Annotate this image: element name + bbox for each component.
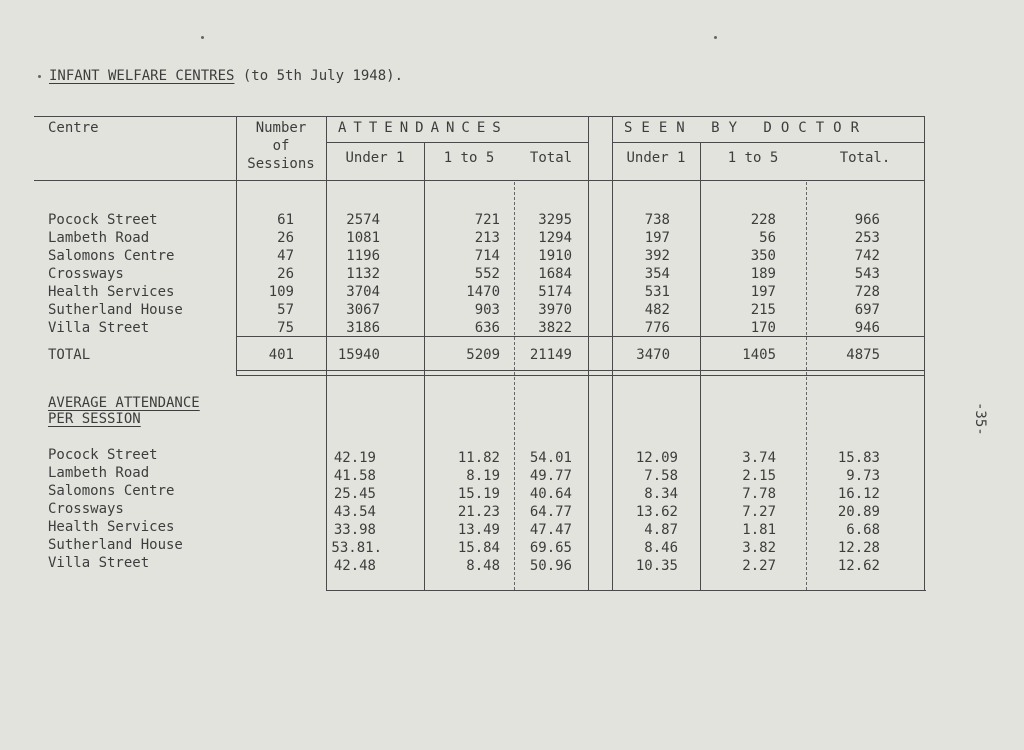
- avg-doctor-total: 12.28: [837, 540, 880, 556]
- total-under1: 15940: [337, 347, 380, 363]
- row-doctor-total: 697: [854, 302, 880, 318]
- row-centre: Lambeth Road: [48, 230, 150, 246]
- row-doctor-1to5: 350: [750, 248, 776, 264]
- row-doctor-under1: 738: [644, 212, 670, 228]
- header-doctor-total: Total.: [839, 150, 891, 166]
- row-sessions: 26: [277, 266, 294, 282]
- row-doctor-under1: 197: [644, 230, 670, 246]
- avg-doctor-1to5: 1.81: [742, 522, 776, 538]
- rule-bottom: [326, 590, 926, 591]
- rule-total-top: [236, 336, 924, 337]
- bullet-mark: [38, 75, 41, 78]
- row-1to5: 714: [474, 248, 500, 264]
- row-doctor-under1: 531: [644, 284, 670, 300]
- avg-doctor-total: 12.62: [837, 558, 880, 574]
- average-heading-line1: AVERAGE ATTENDANCE: [48, 395, 200, 411]
- total-doctor-under1: 3470: [636, 347, 670, 363]
- total-total: 21149: [529, 347, 572, 363]
- avg-total: 64.77: [529, 504, 572, 520]
- rule-total-bottom: [236, 370, 924, 371]
- row-centre: Sutherland House: [48, 302, 183, 318]
- row-total: 3295: [538, 212, 572, 228]
- avg-total: 49.77: [529, 468, 572, 484]
- header-doctor-under1: Under 1: [626, 150, 686, 166]
- rule-doctor-underline: [612, 142, 924, 143]
- row-doctor-under1: 354: [644, 266, 670, 282]
- avg-doctor-1to5: 7.27: [742, 504, 776, 520]
- avg-doctor-under1: 10.35: [635, 558, 678, 574]
- avg-1to5: 15.84: [457, 540, 500, 556]
- header-attendances: ATTENDANCES: [338, 120, 508, 136]
- row-sessions: 75: [277, 320, 294, 336]
- header-doctor-1to5: 1 to 5: [727, 150, 779, 166]
- row-centre: Crossways: [48, 266, 124, 282]
- avg-doctor-1to5: 3.74: [742, 450, 776, 466]
- row-total: 1910: [538, 248, 572, 264]
- avg-doctor-total: 16.12: [837, 486, 880, 502]
- avg-doctor-under1: 13.62: [635, 504, 678, 520]
- row-under1: 3186: [346, 320, 380, 336]
- total-1to5: 5209: [466, 347, 500, 363]
- avg-doctor-1to5: 2.27: [742, 558, 776, 574]
- avg-1to5: 11.82: [457, 450, 500, 466]
- avg-centre: Lambeth Road: [48, 465, 150, 481]
- rule-right: [924, 116, 925, 591]
- row-doctor-total: 966: [854, 212, 880, 228]
- row-sessions: 57: [277, 302, 294, 318]
- row-centre: Pocock Street: [48, 212, 158, 228]
- row-doctor-under1: 776: [644, 320, 670, 336]
- avg-1to5: 8.19: [466, 468, 500, 484]
- row-under1: 3704: [346, 284, 380, 300]
- row-under1: 1196: [346, 248, 380, 264]
- row-doctor-under1: 482: [644, 302, 670, 318]
- row-doctor-1to5: 56: [759, 230, 776, 246]
- avg-under1: 42.48: [333, 558, 376, 574]
- row-doctor-total: 543: [854, 266, 880, 282]
- avg-1to5: 15.19: [457, 486, 500, 502]
- row-under1: 1081: [346, 230, 380, 246]
- row-total: 3970: [538, 302, 572, 318]
- avg-doctor-under1: 7.58: [644, 468, 678, 484]
- row-total: 1684: [538, 266, 572, 282]
- avg-under1: 25.45: [333, 486, 376, 502]
- avg-centre: Pocock Street: [48, 447, 158, 463]
- page-number: -35-: [972, 402, 988, 436]
- avg-total: 40.64: [529, 486, 572, 502]
- avg-doctor-under1: 8.46: [644, 540, 678, 556]
- avg-under1: 43.54: [333, 504, 376, 520]
- rule-col-centre: [236, 116, 237, 376]
- row-1to5: 721: [474, 212, 500, 228]
- header-sessions-line2: of: [272, 138, 290, 154]
- avg-centre: Crossways: [48, 501, 124, 517]
- avg-doctor-under1: 12.09: [635, 450, 678, 466]
- row-1to5: 636: [474, 320, 500, 336]
- avg-under1: 53.81.: [331, 540, 382, 556]
- row-under1: 2574: [346, 212, 380, 228]
- header-total: Total: [529, 150, 573, 166]
- title-main: INFANT WELFARE CENTRES: [49, 68, 235, 84]
- page-title: [49, 68, 403, 84]
- header-centre: Centre: [48, 120, 99, 136]
- row-doctor-total: 728: [854, 284, 880, 300]
- row-sessions: 26: [277, 230, 294, 246]
- header-1to5: 1 to 5: [443, 150, 495, 166]
- row-centre: Salomons Centre: [48, 248, 175, 264]
- row-doctor-1to5: 197: [750, 284, 776, 300]
- row-sessions: 109: [268, 284, 294, 300]
- row-total: 1294: [538, 230, 572, 246]
- avg-centre: Sutherland House: [48, 537, 183, 553]
- row-sessions: 61: [277, 212, 294, 228]
- avg-total: 50.96: [529, 558, 572, 574]
- avg-doctor-under1: 8.34: [644, 486, 678, 502]
- row-centre: Health Services: [48, 284, 175, 300]
- header-under1: Under 1: [345, 150, 405, 166]
- row-doctor-1to5: 215: [750, 302, 776, 318]
- rule-attendances-underline: [326, 142, 588, 143]
- row-1to5: 552: [474, 266, 500, 282]
- row-doctor-total: 742: [854, 248, 880, 264]
- row-under1: 1132: [346, 266, 380, 282]
- row-1to5: 1470: [466, 284, 500, 300]
- avg-doctor-under1: 4.87: [644, 522, 678, 538]
- header-sessions-line1: Number: [255, 120, 307, 136]
- average-heading-line2: PER SESSION: [48, 411, 141, 427]
- row-total: 5174: [538, 284, 572, 300]
- row-doctor-1to5: 170: [750, 320, 776, 336]
- avg-centre: Health Services: [48, 519, 175, 535]
- row-doctor-1to5: 228: [750, 212, 776, 228]
- avg-doctor-total: 15.83: [837, 450, 880, 466]
- header-seen-by-doctor: SEEN BY DOCTOR: [624, 120, 869, 136]
- rule-total-double: [236, 375, 924, 376]
- avg-1to5: 8.48: [466, 558, 500, 574]
- total-sessions: 401: [268, 347, 294, 363]
- row-doctor-under1: 392: [644, 248, 670, 264]
- row-doctor-total: 253: [854, 230, 880, 246]
- avg-doctor-total: 9.73: [846, 468, 880, 484]
- row-1to5: 903: [474, 302, 500, 318]
- avg-centre: Salomons Centre: [48, 483, 175, 499]
- row-sessions: 47: [277, 248, 294, 264]
- avg-centre: Villa Street: [48, 555, 150, 571]
- avg-total: 47.47: [529, 522, 572, 538]
- title-suffix: (to 5th July 1948).: [242, 68, 404, 84]
- row-centre: Villa Street: [48, 320, 150, 336]
- rule-col-total: [588, 116, 589, 591]
- avg-under1: 41.58: [333, 468, 376, 484]
- avg-1to5: 13.49: [457, 522, 500, 538]
- avg-total: 69.65: [529, 540, 572, 556]
- avg-doctor-total: 6.68: [846, 522, 880, 538]
- total-doctor-1to5: 1405: [742, 347, 776, 363]
- ink-speck: [714, 36, 717, 39]
- avg-doctor-total: 20.89: [837, 504, 880, 520]
- header-sessions-line3: Sessions: [247, 156, 315, 172]
- total-label: TOTAL: [48, 347, 91, 363]
- avg-doctor-1to5: 7.78: [742, 486, 776, 502]
- total-doctor-total: 4875: [846, 347, 880, 363]
- row-1to5: 213: [474, 230, 500, 246]
- avg-doctor-1to5: 2.15: [742, 468, 776, 484]
- avg-1to5: 21.23: [457, 504, 500, 520]
- ink-speck: [201, 36, 204, 39]
- row-doctor-1to5: 189: [750, 266, 776, 282]
- row-total: 3822: [538, 320, 572, 336]
- row-doctor-total: 946: [854, 320, 880, 336]
- avg-total: 54.01: [529, 450, 572, 466]
- avg-under1: 33.98: [333, 522, 376, 538]
- avg-doctor-1to5: 3.82: [742, 540, 776, 556]
- rule-top: [34, 116, 924, 117]
- rule-header-bottom: [34, 180, 924, 181]
- row-under1: 3067: [346, 302, 380, 318]
- avg-under1: 42.19: [333, 450, 376, 466]
